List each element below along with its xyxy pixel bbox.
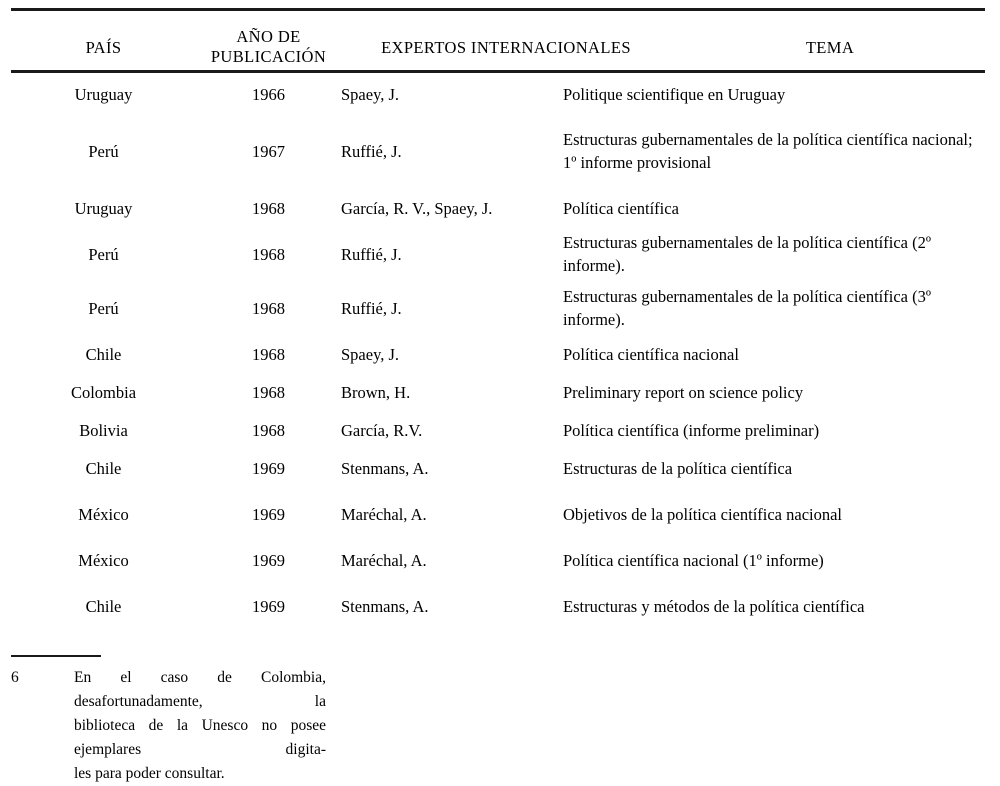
footnote-line-3: les para poder consultar. <box>74 765 225 782</box>
footnote-line-1: En el caso de Colombia, desafortunadamente, la <box>74 669 326 710</box>
table-row <box>11 373 985 411</box>
table-row <box>11 113 985 189</box>
cell-tema: Política científica <box>563 198 679 218</box>
cell-tema: Política científica (informe preliminar) <box>563 420 820 440</box>
cell-pais: Perú <box>88 141 119 161</box>
cell-anio: 1966 <box>252 84 285 104</box>
cell-expertos: García, R. V., Spaey, J. <box>341 198 493 218</box>
footnote-separator-rule <box>11 655 101 657</box>
footnote <box>11 666 511 786</box>
cell-tema: Objetivos de la política científica nacional <box>563 504 843 524</box>
cell-pais: Uruguay <box>74 84 133 104</box>
column-header-anio-line2: PUBLICACIÓN <box>210 47 327 66</box>
table-row <box>11 487 985 541</box>
cell-expertos: Ruffié, J. <box>341 141 402 161</box>
cell-anio: 1968 <box>252 420 285 440</box>
footnote-text <box>74 666 326 786</box>
table-body <box>11 75 985 633</box>
cell-expertos: Stenmans, A. <box>341 458 429 478</box>
column-header-pais: PAÍS <box>85 38 122 57</box>
cell-expertos: Ruffié, J. <box>341 244 402 264</box>
cell-tema: Política científica nacional <box>563 344 739 364</box>
table-row <box>11 227 985 281</box>
cell-anio: 1968 <box>252 344 285 364</box>
table-header-rule <box>11 70 985 73</box>
cell-expertos: Spaey, J. <box>341 84 400 104</box>
cell-anio: 1969 <box>252 596 285 616</box>
cell-tema: Estructuras gubernamentales de la política científica (2º informe). <box>563 233 931 275</box>
cell-expertos: Stenmans, A. <box>341 596 429 616</box>
cell-expertos: Brown, H. <box>341 382 411 402</box>
cell-expertos: Spaey, J. <box>341 344 400 364</box>
cell-tema: Estructuras gubernamentales de la política científica (3º informe). <box>563 287 931 329</box>
cell-tema: Preliminary report on science policy <box>563 382 804 402</box>
cell-anio: 1969 <box>252 550 285 570</box>
table-row <box>11 281 985 335</box>
cell-pais: Chile <box>85 458 122 478</box>
cell-pais: México <box>78 550 129 570</box>
cell-expertos: Maréchal, A. <box>341 504 427 524</box>
cell-tema: Estructuras de la política científica <box>563 458 793 478</box>
column-header-anio-publicacion <box>196 27 341 67</box>
unesco-experts-table <box>11 75 985 633</box>
cell-pais: Perú <box>88 298 119 318</box>
column-header-anio-line1: AÑO DE <box>236 27 301 46</box>
cell-pais: México <box>78 504 129 524</box>
cell-anio: 1967 <box>252 141 285 161</box>
table-top-rule <box>11 8 985 11</box>
cell-pais: Uruguay <box>74 198 133 218</box>
column-header-expertos-internacionales: EXPERTOS INTERNACIONALES <box>381 38 631 57</box>
table-row <box>11 579 985 633</box>
cell-pais: Chile <box>85 596 122 616</box>
cell-anio: 1968 <box>252 382 285 402</box>
column-header-tema: TEMA <box>805 38 855 57</box>
cell-pais: Colombia <box>70 382 137 402</box>
cell-pais: Chile <box>85 344 122 364</box>
cell-tema: Política científica nacional (1º informe) <box>563 550 824 570</box>
cell-anio: 1968 <box>252 298 285 318</box>
cell-anio: 1968 <box>252 198 285 218</box>
cell-pais: Bolivia <box>79 420 128 440</box>
table-row <box>11 541 985 579</box>
cell-anio: 1968 <box>252 244 285 264</box>
cell-tema: Estructuras gubernamentales de la política científica nacional; 1º informe provisional <box>563 130 973 172</box>
table-row <box>11 189 985 227</box>
cell-anio: 1969 <box>252 504 285 524</box>
table-row <box>11 75 985 113</box>
table-row <box>11 335 985 373</box>
footnote-number: 6 <box>11 669 19 686</box>
table-row <box>11 449 985 487</box>
table-row <box>11 411 985 449</box>
cell-pais: Perú <box>88 244 119 264</box>
cell-expertos: Maréchal, A. <box>341 550 427 570</box>
cell-tema: Estructuras y métodos de la política científica <box>563 596 865 616</box>
footnote-line-2: biblioteca de la Unesco no posee ejemplares digita- <box>74 717 326 758</box>
cell-expertos: García, R.V. <box>341 420 423 440</box>
cell-tema: Politique scientifique en Uruguay <box>563 84 786 104</box>
cell-anio: 1969 <box>252 458 285 478</box>
cell-expertos: Ruffié, J. <box>341 298 402 318</box>
